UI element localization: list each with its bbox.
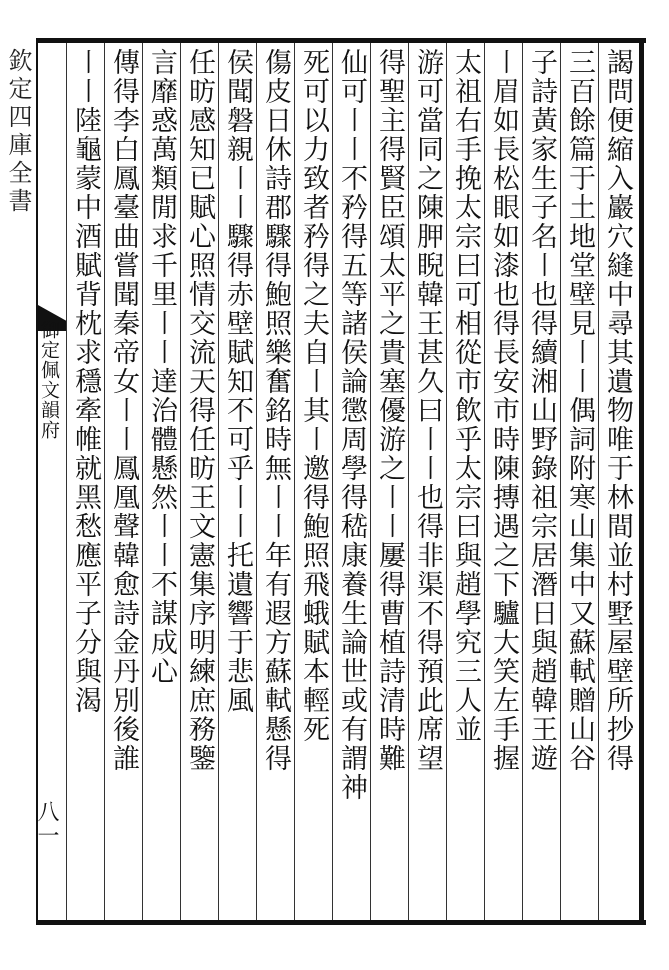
text-column: 傷皮日休詩郡驟得鮑照樂奮銘時無〡〡年有遐方蘇軾懸得: [260, 48, 291, 773]
margin-header: 欽定四庫全書: [4, 48, 32, 216]
column-rule: [142, 43, 143, 920]
text-column: 任昉感知已賦心照情交流天得任昉王文憲集序明練庶務鑒: [184, 48, 215, 773]
column-rule: [294, 43, 295, 920]
text-column: 〡眉如長松眼如漆也得長安市時陳摶遇之下驢大笑左手握: [488, 48, 519, 773]
text-column: 太祖右手挽太宗曰可相從市飲乎太宗曰與趙學究三人並: [450, 48, 481, 744]
column-rule: [408, 43, 409, 920]
frame-bottom-border: [36, 920, 646, 925]
text-column: 言靡惑萬類閒求千里〡〡達治體懸然〡〡不謀成心: [146, 48, 177, 686]
frame-right-border: [639, 38, 644, 925]
text-column: 得聖主得賢臣頌太平之貴塞優游之〡〡屢得曹植詩清時難: [374, 48, 405, 773]
column-rule: [218, 43, 219, 920]
text-column: 死可以力致者矜得之夫自〡其〡邀得鮑照飛蛾賦本輕死: [298, 48, 329, 744]
frame-top-border: [36, 38, 646, 43]
column-rule: [522, 43, 523, 920]
text-column: 傳得李白鳳臺曲嘗聞秦帝女〡〡鳳凰聲韓愈詩金丹別後誰: [108, 48, 139, 773]
text-column: 侯聞磐親〡〡驟得赤壁賦知不可乎〡〡托遺響于悲風: [222, 48, 253, 715]
column-rule: [598, 43, 599, 920]
text-column: 仙可〡〡不矜得五等諸侯論懲周學得嵇康養生論世或有謂神: [336, 48, 367, 802]
column-rule: [446, 43, 447, 920]
column-rule: [256, 43, 257, 920]
text-column: 三百餘篇于土地堂壁見〡〡偶詞附寒山集中又蘇軾贈山谷: [564, 48, 595, 773]
page-number: 八一: [34, 800, 59, 848]
column-rule: [560, 43, 561, 920]
column-rule: [180, 43, 181, 920]
text-column: 子詩黃家生子名〡也得續湘山野錄祖宗居潛日與趙韓王遊: [526, 48, 557, 773]
column-rule: [332, 43, 333, 920]
text-column: 游可當同之陳胛睨韓王甚久曰〡〡也得非渠不得預此席望: [412, 48, 443, 773]
book-title: 御定佩文韻府: [38, 320, 60, 440]
column-rule: [104, 43, 105, 920]
text-column: 〡〡陸龜蒙中酒賦背枕求穩牽帷就黑愁應平子分與渴: [70, 48, 101, 715]
text-column: 謁問便縮入巖穴縫中尋其遺物唯于林間並村墅屋壁所抄得: [602, 48, 633, 773]
column-rule: [66, 43, 67, 920]
column-rule: [370, 43, 371, 920]
column-rule: [484, 43, 485, 920]
